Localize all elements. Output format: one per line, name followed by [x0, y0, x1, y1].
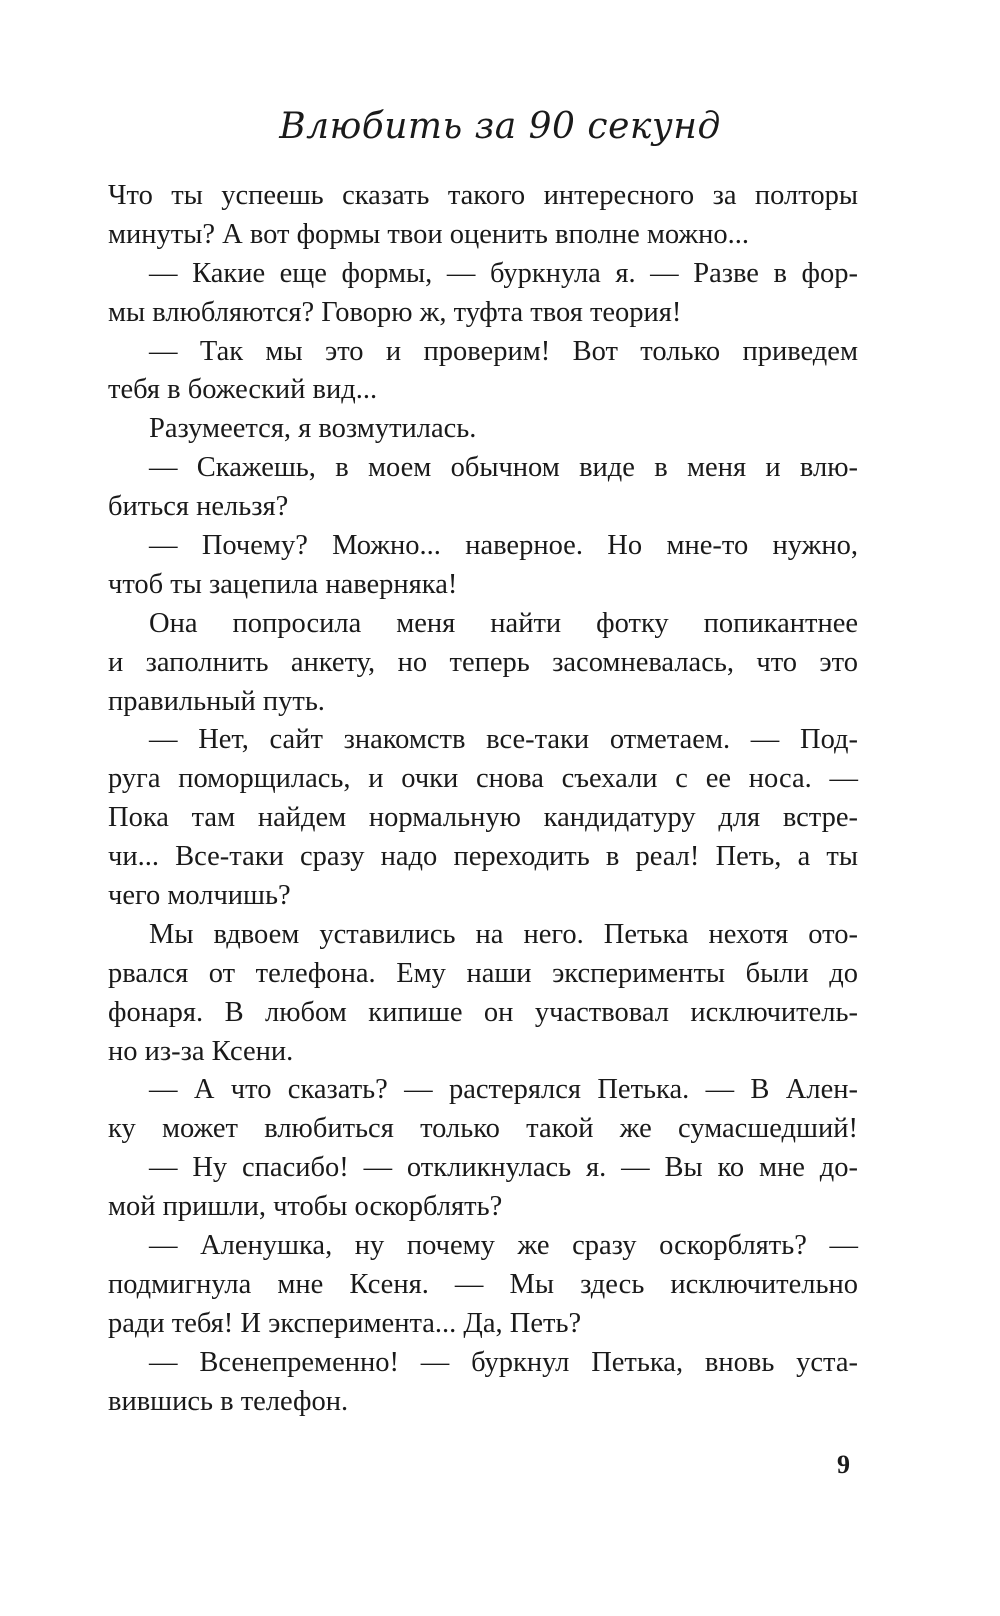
text-line: биться нельзя?: [108, 491, 289, 523]
text-line: мой пришли, чтобы оскорблять?: [108, 1191, 503, 1223]
running-title: Влюбить за 90 секунд: [279, 106, 721, 147]
text-line: тебя в божеский вид...: [108, 374, 378, 406]
text-line: но из-за Ксени.: [108, 1035, 294, 1067]
text-line: Разумеется, я возмутилась.: [149, 413, 477, 445]
text-line: Что ты успеешь сказать такого интересного за полторы: [108, 180, 858, 211]
text-line: — Так мы это и проверим! Вот только приведем: [149, 335, 858, 367]
body-text: [108, 177, 858, 1422]
text-line: чтоб ты зацепила наверняка!: [108, 568, 458, 600]
text-line: минуты? А вот формы твои оценить вполне можно...: [108, 218, 749, 250]
text-line: — Аленушка, ну почему же сразу оскорблять? —: [149, 1230, 858, 1262]
text-line: Пока там найдем нормальную кандидатуру для встре-: [108, 802, 858, 834]
text-line: подмигнула мне Ксеня. — Мы здесь исключительно: [108, 1268, 858, 1300]
text-line: — Скажешь, в моем обычном виде в меня и влю-: [149, 452, 858, 484]
text-line: — А что сказать? — растерялся Петька. — В Ален-: [149, 1074, 858, 1106]
page-number: 9: [837, 1450, 850, 1479]
text-line: — Почему? Можно... наверное. Но мне-то нужно,: [149, 530, 858, 562]
text-line: Она попросила меня найти фотку попикантнее: [149, 607, 858, 639]
text-line: ку может влюбиться только такой же сумасшедший!: [108, 1113, 858, 1145]
text-line: фонаря. В любом кипише он участвовал исключитель-: [108, 996, 858, 1028]
text-line: руга поморщилась, и очки снова съехали с ее носа. —: [108, 763, 858, 795]
text-line: — Нет, сайт знакомств все-таки отметаем. — Под-: [149, 724, 858, 756]
text-line: — Всенепременно! — буркнул Петька, вновь уста-: [149, 1346, 858, 1378]
text-line: чи... Все-таки сразу надо переходить в реал! Петь, а ты: [108, 841, 858, 873]
text-line: правильный путь.: [108, 685, 325, 717]
text-line: рвался от телефона. Ему наши эксперименты были до: [108, 957, 858, 989]
text-line: мы влюбляются? Говорю ж, туфта твоя теория!: [108, 296, 682, 328]
text-line: ради тебя! И эксперимента... Да, Петь?: [108, 1307, 582, 1339]
text-line: Мы вдвоем уставились на него. Петька нехотя ото-: [149, 918, 858, 950]
text-line: — Ну спасибо! — откликнулась я. — Вы ко мне до-: [149, 1152, 858, 1184]
text-line: и заполнить анкету, но теперь засомневалась, что это: [108, 646, 858, 678]
text-line: вившись в телефон.: [108, 1385, 349, 1417]
text-line: чего молчишь?: [108, 880, 291, 912]
text-line: — Какие еще формы, — буркнула я. — Разве в фор-: [149, 257, 858, 289]
